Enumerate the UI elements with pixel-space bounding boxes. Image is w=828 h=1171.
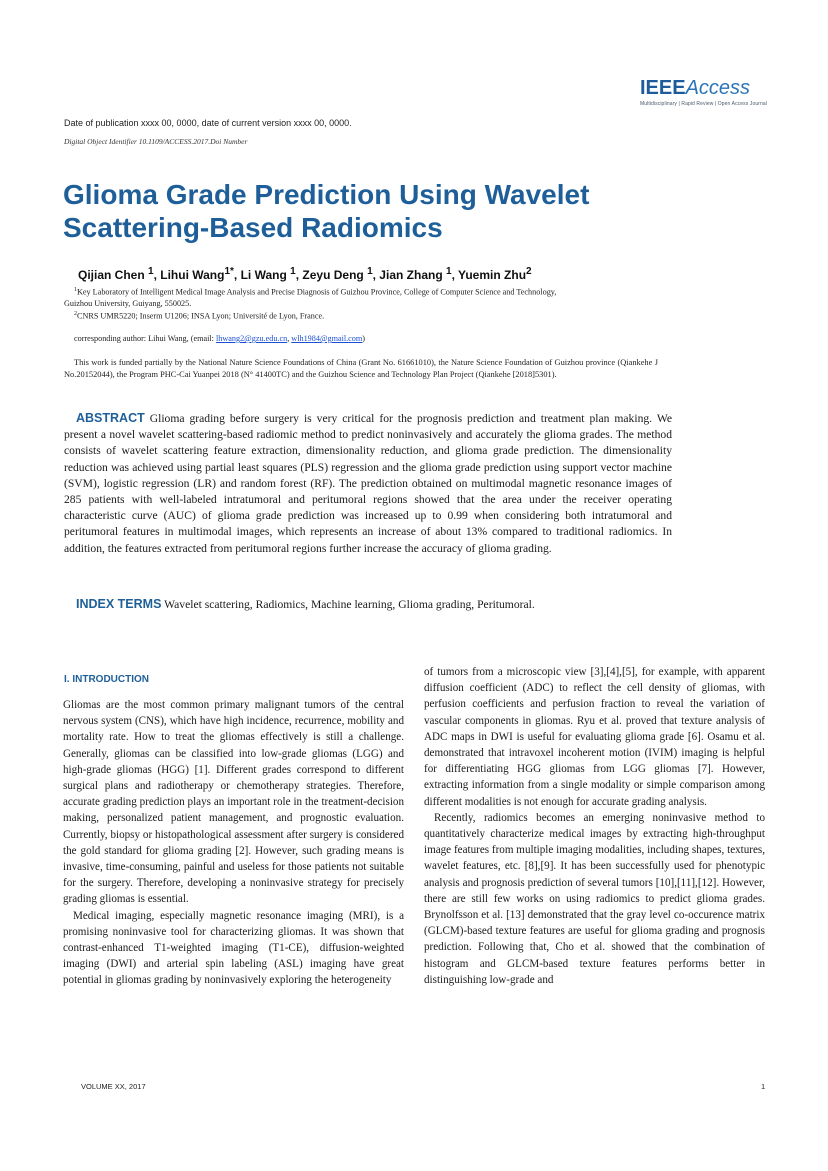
author: Qijian Chen xyxy=(78,268,145,282)
abstract-heading: ABSTRACT xyxy=(76,411,145,425)
paragraph: of tumors from a microscopic view [3],[4],[5], for example, with apparent diffusion coefficient (ADC) to reflect the cell density of gliomas, with perfusion coefficients and perfusion fraction to reveal the variation of vascular components in gliomas. Ryu et al. proved that texture analysis of ADC maps in DWI is useful for evaluating glioma grade [6]. Osamu et al. demonstrated that intravoxel incoherent motion (IVIM) imaging is helpful for differentiating HGG gliomas from LGG gliomas [7]. However, extracting information from a single modality or simple comparison among different modalities is not enough for accurate grading analysis. xyxy=(424,666,765,808)
paragraph: Medical imaging, especially magnetic resonance imaging (MRI), is a promising noninvasive tool for characterizing gliomas. It was shown that contrast-enhanced T1-weighted imaging (T1-CE), diffusion-weighted imaging (DWI) and arterial spin labeling (ASL) imaging have great potential in gliomas grading by noninvasively exploring the heterogeneity xyxy=(63,909,404,987)
ieee-access-logo xyxy=(640,78,770,112)
corr-sep: , xyxy=(287,334,292,343)
doi: Digital Object Identifier 10.1109/ACCESS.2017.Doi Number xyxy=(64,137,248,146)
author-sup: 1 xyxy=(290,266,296,277)
author: , Li Wang xyxy=(233,268,287,282)
affil-sup: 2 xyxy=(74,311,77,317)
author: , Lihui Wang xyxy=(153,268,225,282)
author-list xyxy=(78,266,532,282)
affiliation-1 xyxy=(64,285,704,309)
page-number: 1 xyxy=(761,1082,766,1091)
author-sup: 1 xyxy=(148,266,154,277)
logo-tagline: Multidisciplinary | Rapid Review | Open Access Journal xyxy=(640,101,767,107)
paper-title xyxy=(63,178,763,244)
title-line-2: Scattering-Based Radiomics xyxy=(63,212,443,243)
author-sup: 1 xyxy=(446,266,452,277)
funding-note: This work is funded partially by the National Nature Science Foundations of China (Grant No. 61661010), the Nature Science Foundation of Guizhou province (Qiankehe J No.20152044), the Program PHC-Cai Yuanpei 2018 (N° 41400TC) and the Guizhou Science and Technology Plan Project (Qiankehe [2018]5301). xyxy=(64,358,658,379)
index-terms-heading: INDEX TERMS xyxy=(76,597,162,611)
corr-prefix: corresponding author: Lihui Wang, (email: xyxy=(74,334,216,343)
abstract-text: Glioma grading before surgery is very critical for the prognosis prediction and treatment plan making. We present a novel wavelet scattering-based radiomic method to predict noninvasively and accurately the glioma grades. The method consists of wavelet scattering feature extraction, dimensionality reduction, and glioma grade prediction. The dimensionality reduction was achieved using partial least squares (PLS) regression and the glioma grade prediction using support vector machine (SVM), logistic regression (LR) and random forest (RF). The prediction obtained on multimodal magnetic resonance images of 285 patients with well-labeled intratumoral and peritumoral regions showed that the area under the receiver operating characteristic curve (AUC) of glioma grade prediction was increased up to 0.99 when considering both intratumoral and peritumoral features in multimodal images, which represents an increase of about 13% compared to traditional radiomics. In addition, the features extracted from peritumoral regions further increase the accuracy of glioma grading. xyxy=(64,412,672,555)
author: , Yuemin Zhu xyxy=(451,268,527,282)
affil-text: Key Laboratory of Intelligent Medical Image Analysis and Precise Diagnosis of Guizhou Province, College of Computer Science and Technology, xyxy=(77,287,557,297)
affil-text-cont: Guizhou University, Guiyang, 550025. xyxy=(64,298,192,308)
author: , Jian Zhang xyxy=(372,268,443,282)
affiliation-2 xyxy=(64,309,714,322)
publication-date: Date of publication xxxx 00, 0000, date of current version xxxx 00, 0000. xyxy=(64,118,352,128)
logo-access: Access xyxy=(685,77,751,99)
author-sup: 1* xyxy=(224,266,234,277)
left-column xyxy=(63,697,404,989)
affil-sup: 1 xyxy=(74,287,77,293)
affil-text: CNRS UMR5220; Inserm U1206; INSA Lyon; Université de Lyon, France. xyxy=(77,311,325,321)
title-line-1: Glioma Grade Prediction Using Wavelet xyxy=(63,179,590,210)
right-column xyxy=(424,664,765,988)
corresponding-author xyxy=(74,334,365,343)
index-terms-text: Wavelet scattering, Radiomics, Machine learning, Glioma grading, Peritumoral. xyxy=(164,598,535,611)
email-link[interactable]: lhwang2@gzu.edu.cn xyxy=(215,334,288,343)
footer-volume: VOLUME XX, 2017 xyxy=(81,1082,146,1091)
email-link[interactable]: wlh1984@gmail.com xyxy=(291,334,363,343)
index-terms xyxy=(76,597,535,611)
logo-ieee: IEEE xyxy=(640,77,686,99)
paragraph: Gliomas are the most common primary malignant tumors of the central nervous system (CNS), which have high incidence, recurrence, mobility and mortality rate. How to treat the gliomas effectively is still a challenge. Generally, gliomas can be classified into low-grade gliomas (LGG) and high-grade gliomas (HGG) [1]. Different grades correspond to different surgical plans and radiotherapy or chemotherapy strategies. Therefore, accurate grading prediction plays an important role in the treatment-decision making, personalized patient management, and prognostic evaluation. Currently, biopsy or histopathological assessment after surgery is considered the gold standard for glioma grading [2]. However, such grading means is invasive, time-consuming, painful and useless for those patients not suitable for the surgery. Therefore, developing a noninvasive strategy for precisely grading gliomas is essential. xyxy=(63,699,404,906)
author: , Zeyu Deng xyxy=(295,268,364,282)
author-sup: 1 xyxy=(367,266,373,277)
paragraph: Recently, radiomics becomes an emerging noninvasive method to quantitatively characterize medical images by extracting high-throughput image features from multiple imaging modalities, including shapes, textures, wavelet features, etc. [8],[9]. It has been successfully used for phenotypic analysis and prognosis prediction of several tumors [10],[11],[12]. However, there are still few works on using radiomics to predict glioma grades. Brynolfsson et al. [13] demonstrated that the gray level co-occurence matrix (GLCM)-based texture features are useful for glioma grading and prognosis prediction. Following that, Cho et al. showed that the combination of histogram and GLCM-based texture features performs better in distinguishing low-grade and xyxy=(424,811,765,986)
corr-suffix: ) xyxy=(362,334,366,343)
section-heading: I. INTRODUCTION xyxy=(64,674,149,685)
abstract xyxy=(64,410,672,557)
author-sup: 2 xyxy=(526,266,532,277)
